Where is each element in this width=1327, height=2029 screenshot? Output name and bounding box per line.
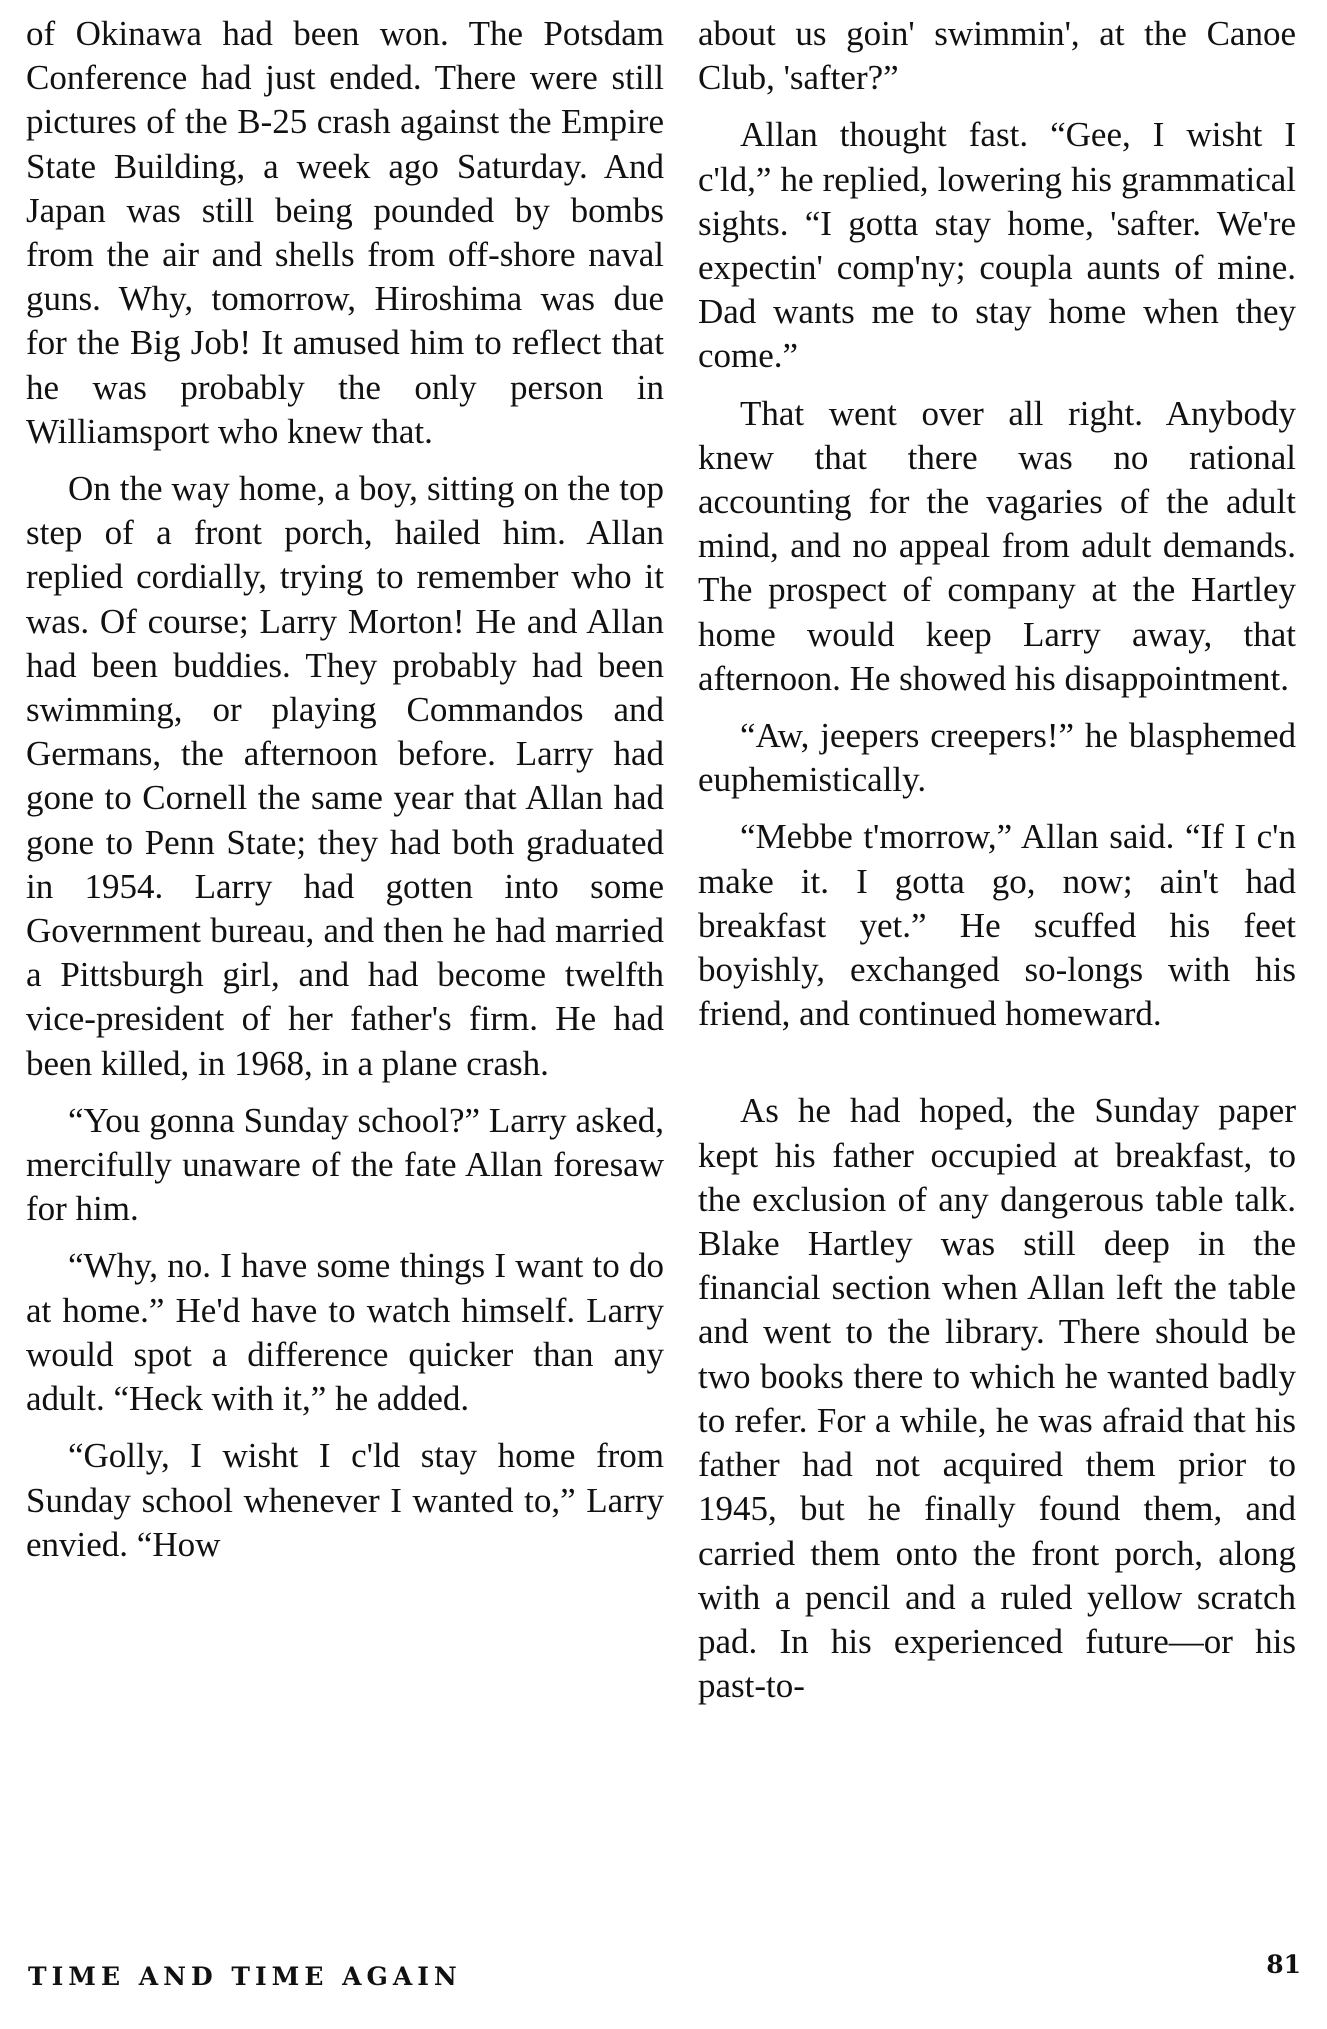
paragraph: “Why, no. I have some things I want to do at home.” He'd have to watch himself. Larry would spot a difference quicker than any adult. “Heck with it,” he added.: [26, 1246, 664, 1419]
paragraph: On the way home, a boy, sitting on the top step of a front porch, hailed him. Allan replied cordially, trying to remember who it was. Of course; Larry Morton! He and Allan had been buddies. They probably had been swimming, or playing Commandos and Germans, the afternoon before. Larry had gone to Cornell the same year that Allan had gone to Penn State; they had both graduated in 1954. Larry had gotten into some Government bureau, and then he had married a Pittsburgh girl, and had become twelfth vice-president of her father's firm. He had been killed, in 1968, in a plane crash.: [26, 469, 664, 1083]
paragraph: of Okinawa had been won. The Potsdam Conference had just ended. There were still pictures of the B-25 crash against the Empire State Building, a week ago Saturday. And Japan was still being pounded by bombs from the air and shells from off-shore naval guns. Why, tomorrow, Hiroshima was due for the Big Job! It amused him to reflect that he was probably the only person in Williamsport who knew that.: [26, 14, 664, 451]
section-break: [698, 1049, 1296, 1089]
paragraph: “Golly, I wisht I c'ld stay home from Sunday school whenever I wanted to,” Larry envied. “How: [26, 1436, 664, 1564]
paragraph: “Mebbe t'morrow,” Allan said. “If I c'n make it. I gotta go, now; ain't had breakfast yet.” He scuffed his feet boyishly, exchanged so-longs with his friend, and continued homeward.: [698, 817, 1296, 1034]
paragraph: about us goin' swimmin', at the Canoe Club, 'safter?”: [698, 14, 1296, 98]
paragraph: As he had hoped, the Sunday paper kept his father occupied at breakfast, to the exclusion of any dangerous table talk. Blake Hartley was still deep in the financial section when Allan left the table and went to the library. There should be two books there to which he wanted badly to refer. For a while, he was afraid that his father had not acquired them prior to 1945, but he finally found them, and carried them onto the front porch, along with a pencil and a ruled yellow scratch pad. In his experienced future—or his past-to-: [698, 1091, 1296, 1706]
paragraph: Allan thought fast. “Gee, I wisht I c'ld,” he replied, lowering his grammatical sights. “I gotta stay home, 'safter. We're expectin' comp'ny; coupla aunts of mine. Dad wants me to stay home when they come.”: [698, 115, 1296, 376]
running-footer-title: TIME AND TIME AGAIN: [28, 1962, 462, 1991]
page-number: 81: [1266, 1950, 1301, 1979]
paragraph: “You gonna Sunday school?” Larry asked, mercifully unaware of the fate Allan foresaw for him.: [26, 1100, 664, 1229]
left-column: [26, 12, 664, 1580]
right-column: [698, 12, 1296, 1721]
paragraph: “Aw, jeepers creepers!” he blasphemed euphemistically.: [698, 716, 1296, 800]
paragraph: That went over all right. Anybody knew that there was no rational accounting for the vagaries of the adult mind, and no appeal from adult demands. The prospect of company at the Hartley home would keep Larry away, that afternoon. He showed his disappointment.: [698, 393, 1296, 698]
